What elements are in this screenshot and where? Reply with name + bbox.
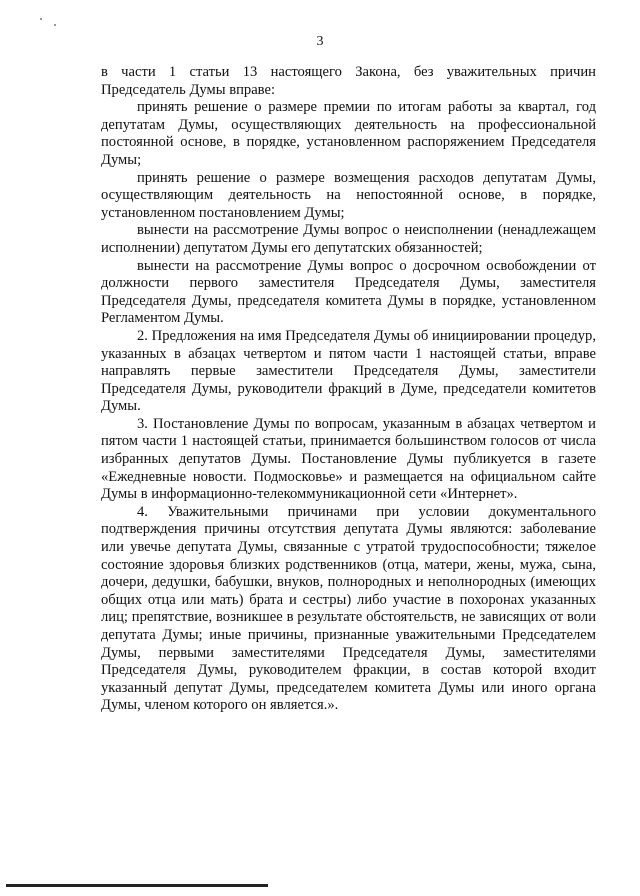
document-body <box>101 64 596 715</box>
paragraph-item-2: 2. Предложения на имя Председателя Думы об инициировании процедур, указанных в абзацах четвертом и пятом части 1 настоящей статьи, вправе направлять первые заместители Председателя Думы, заместители Председателя Думы, руководители фракций в Думе, председатели комитетов Думы. <box>101 327 596 415</box>
paragraph-expense-reimbursement: принять решение о размере возмещения расходов депутатам Думы, осуществляющим деятельность на непостоянной основе, в порядке, установленном постановлением Думы; <box>101 169 596 221</box>
paragraph-item-4: 4. Уважительными причинами при условии документального подтверждения причины отсутствия депутата Думы являются: заболевание или увечье депутата Думы, связанные с утратой трудоспособности; тяжелое состояние здоровья близких родственников (отца, матери, жены, мужа, сына, дочери, дедушки, бабушки, внуков, полнородных и неполнородных (имеющих общих отца или мать) брата и сестры) либо участие в похоронах указанных лиц; препятствие, возникшее в результате обстоятельств, не зависящих от воли депутата Думы; иные причины, признанные уважительными Председателем Думы, первыми заместителями Председателя Думы, заместителями Председателя Думы, руководителем фракции, в состав которой входит указанный депутат Думы, председателем комитета Думы или иного органа Думы, членом которого он является.». <box>101 503 596 714</box>
page-number: 3 <box>316 34 324 49</box>
scan-speck <box>40 18 42 20</box>
scan-speck <box>54 24 56 26</box>
paragraph-non-fulfillment: вынести на рассмотрение Думы вопрос о неисполнении (ненадлежащем исполнении) депутатом Думы его депутатских обязанностей; <box>101 222 596 256</box>
paragraph-early-release: вынести на рассмотрение Думы вопрос о досрочном освобождении от должности первого заместителя Председателя Думы, заместителя Председателя Думы, председателя комитета Думы в порядке, установленном Регламентом Думы. <box>101 257 596 327</box>
paragraph-continuation: в части 1 статьи 13 настоящего Закона, без уважительных причин Председатель Думы вправе: <box>101 64 596 98</box>
scan-edge-line <box>6 884 268 887</box>
paragraph-item-3: 3. Постановление Думы по вопросам, указанным в абзацах четвертом и пятом части 1 настоящей статьи, принимается большинством голосов от числа избранных депутатов Думы. Постановление Думы публикуется в газете «Ежедневные новости. Подмосковье» и размещается на официальном сайте Думы в информационно-телекоммуникационной сети «Интернет». <box>101 415 596 503</box>
paragraph-bonus-decision: принять решение о размере премии по итогам работы за квартал, год депутатам Думы, осуществляющих деятельность на профессиональной постоянной основе, в порядке, установленном распоряжением Председателя Думы; <box>101 99 596 168</box>
